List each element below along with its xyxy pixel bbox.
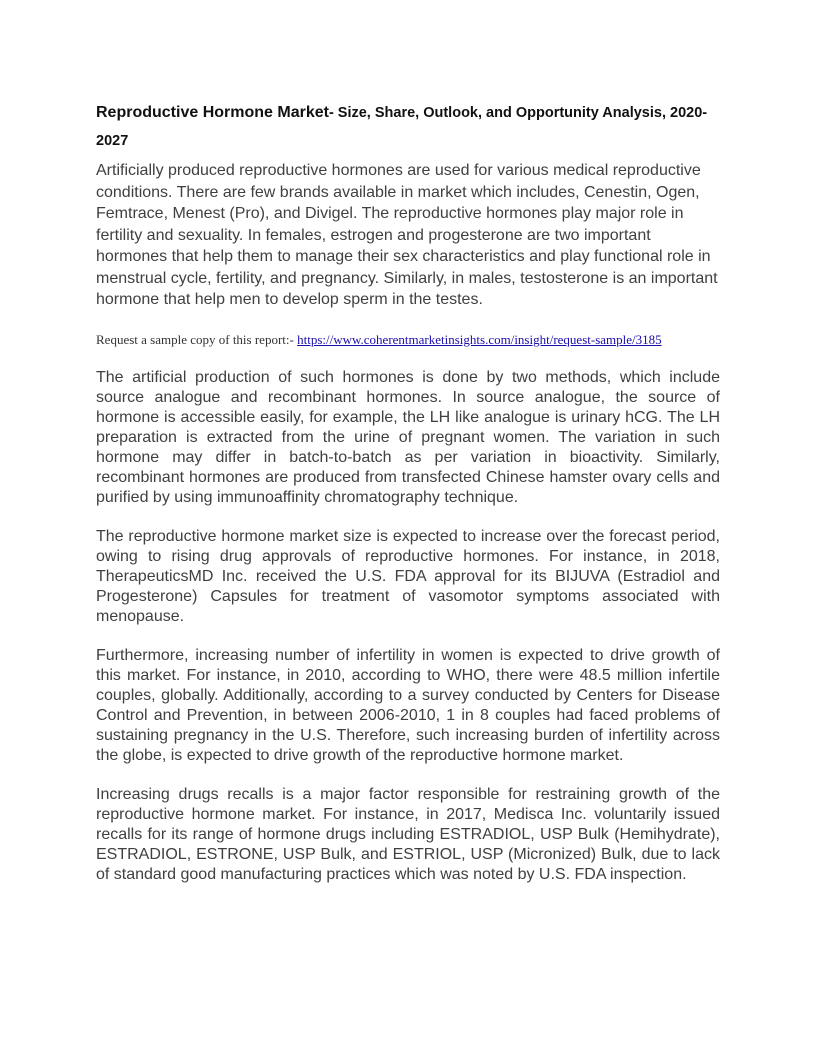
intro-paragraph: Artificially produced reproductive hormones are used for various medical reproductive conditions. There are few brands available in market which includes, Cenestin, Ogen, Femtrace, Menest (Pro), and Divigel. The reproductive hormones play major role in fertility and sexuality. In females, estrogen and progesterone are two important hormones that help them to manage their sex characteristics and play functional role in menstrual cycle, fertility, and pregnancy. Similarly, in males, testosterone is an important hormone that help men to develop sperm in the testes.	[96, 162, 718, 308]
body-paragraph-recalls: Increasing drugs recalls is a major factor responsible for restraining growth of the reproductive hormone market. For instance, in 2017, Medisca Inc. voluntarily issued recalls for its range of hormone drugs including ESTRADIOL, USP Bulk (Hemihydrate), ESTRADIOL, ESTRONE, USP Bulk, and ESTRIOL, USP (Micronized) Bulk, due to lack of standard good manufacturing practices which was noted by U.S. FDA inspection.	[96, 786, 720, 883]
title-main: Reproductive Hormone Market	[96, 104, 329, 121]
sample-request-line	[96, 331, 720, 349]
sample-request-link[interactable]: https://www.coherentmarketinsights.com/insight/request-sample/3185	[297, 331, 662, 347]
title-subtitle: - Size, Share, Outlook, and Opportunity Analysis, 2020- 2027	[96, 105, 708, 149]
body-paragraph-production: The artificial production of such hormones is done by two methods, which include source analogue and recombinant hormones. In source analogue, the source of hormone is accessible easily, for example, the LH like analogue is urinary hCG. The LH preparation is extracted from the urine of pregnant women. The variation in such hormone may differ in batch-to-batch as per variation in bioactivity. Similarly, recombinant hormones are produced from transfected Chinese hamster ovary cells and purified by using immunoaffinity chromatography technique.	[96, 369, 720, 506]
body-paragraph-market-size: The reproductive hormone market size is expected to increase over the forecast period, owing to rising drug approvals of reproductive hormones. For instance, in 2018, TherapeuticsMD Inc. received the U.S. FDA approval for its BIJUVA (Estradiol and Progesterone) Capsules for treatment of vasomotor symptoms associated with menopause.	[96, 528, 720, 625]
document-page	[96, 96, 720, 885]
document-title	[96, 96, 720, 152]
body-paragraph-infertility: Furthermore, increasing number of infertility in women is expected to drive growth of this market. For instance, in 2010, according to WHO, there were 48.5 million infertile couples, globally. Additionally, according to a survey conducted by Centers for Disease Control and Prevention, in between 2006-2010, 1 in 8 couples had faced problems of sustaining pregnancy in the U.S. Therefore, such increasing burden of infertility across the globe, is expected to drive growth of the reproductive hormone market.	[96, 647, 720, 764]
sample-request-label: Request a sample copy of this report:-	[96, 331, 298, 347]
